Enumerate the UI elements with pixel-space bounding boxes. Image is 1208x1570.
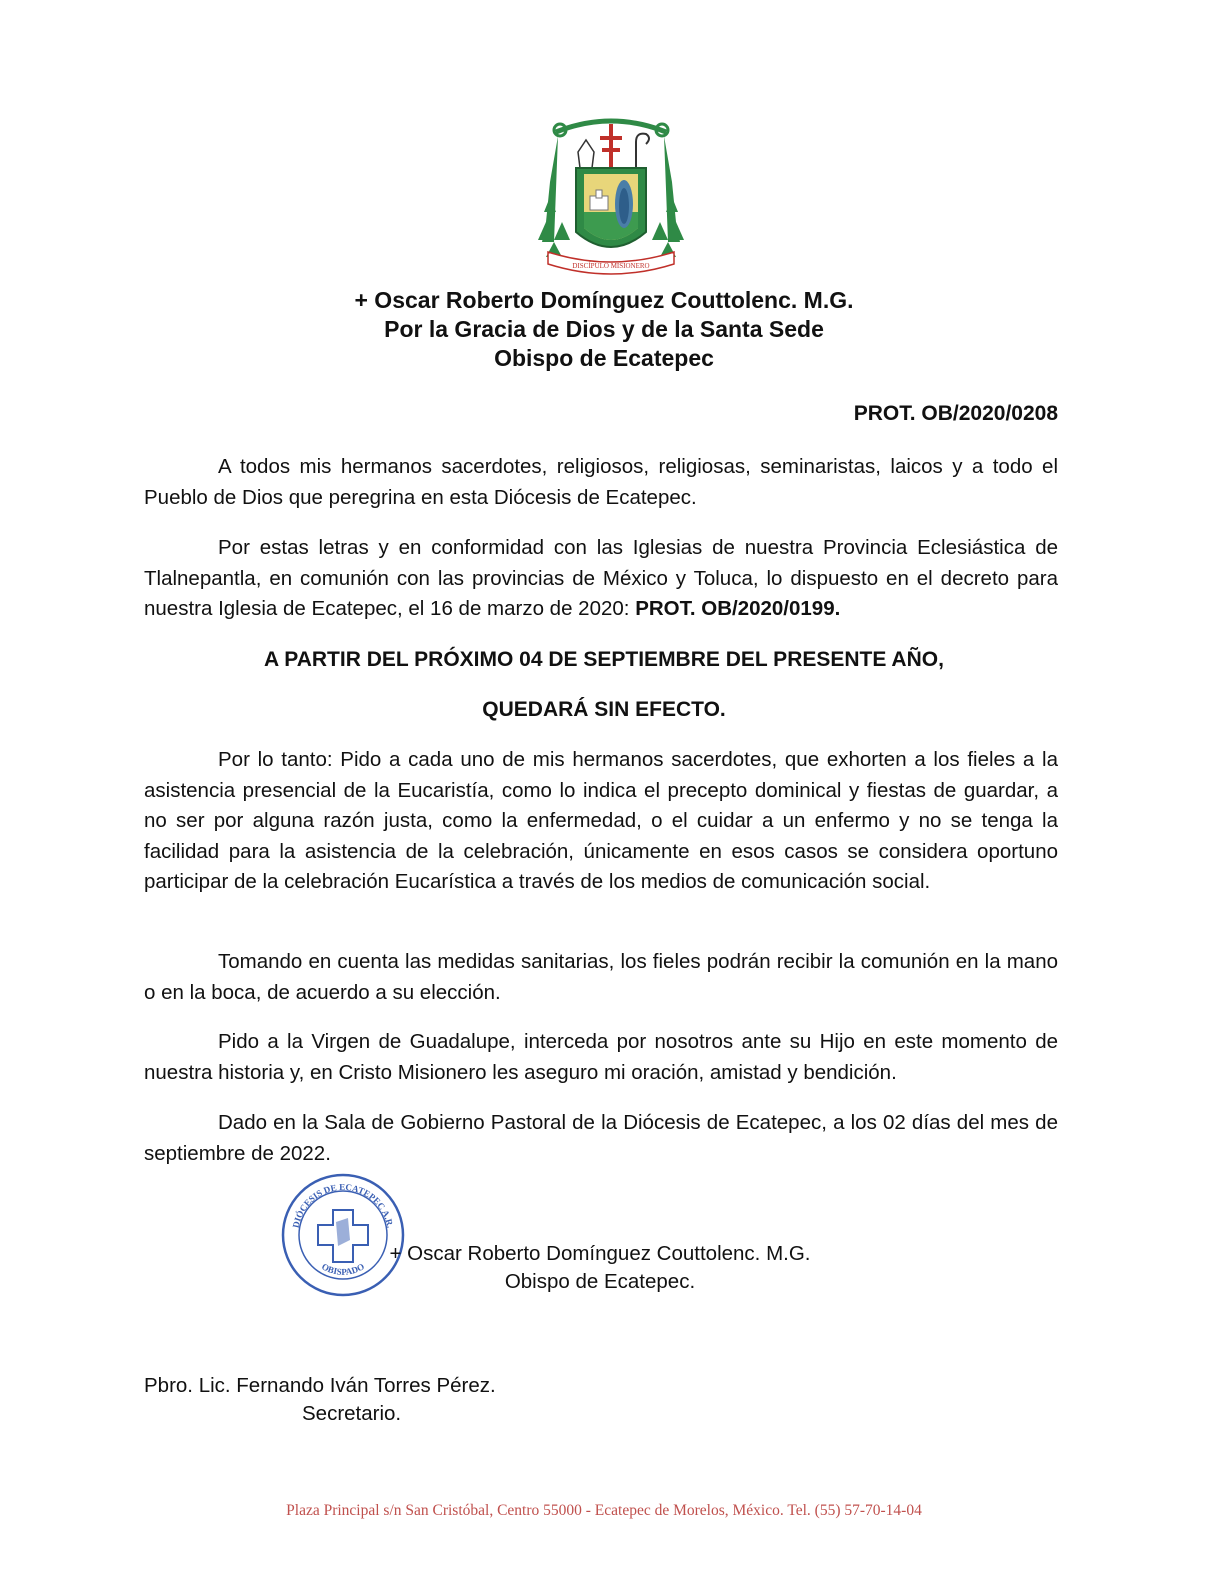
signature-title: Obispo de Ecatepec.: [504, 1270, 696, 1293]
bishop-title: Obispo de Ecatepec: [494, 345, 714, 371]
grace-line: Por la Gracia de Dios y de la Santa Sede: [384, 316, 824, 342]
paragraph-communion: Tomando en cuenta las medidas sanitarias, los fieles podrán recibir la comunión en la mano o en la boca, de acuerdo a su elección.: [144, 950, 1058, 1004]
paragraph-conformity: Por estas letras y en conformidad con las Iglesias de nuestra Provincia Eclesiástica de Tlalnepantla, en comunión con las provincias de México y Toluca, lo dispuesto en el decreto para nuestra Iglesia de Ecatepec, el 16 de marzo de 2020: PROT. OB/2020/0199.: [144, 536, 1058, 620]
footer-address: Plaza Principal s/n San Cristóbal, Centro 55000 - Ecatepec de Morelos, México. Tel. (55) 57-70-14-04: [286, 1502, 922, 1519]
secretary-title: Secretario.: [302, 1402, 402, 1425]
signature-name: + Oscar Roberto Domínguez Couttolenc. M.G.: [389, 1242, 811, 1265]
announcement-line-2: QUEDARÁ SIN EFECTO.: [482, 698, 726, 721]
header: [0, 286, 1208, 373]
secretary-name: Pbro. Lic. Fernando Iván Torres Pérez.: [144, 1374, 496, 1397]
protocol-number: PROT. OB/2020/0208: [853, 402, 1058, 425]
paragraph-blessing: Pido a la Virgen de Guadalupe, interceda por nosotros ante su Hijo en este momento de nuestra historia y, en Cristo Misionero les aseguro mi oración, amistad y bendición.: [144, 1030, 1058, 1084]
paragraph-exhortation: Por lo tanto: Pido a cada uno de mis hermanos sacerdotes, que exhorten a los fieles a la asistencia presencial de la Eucaristía, como lo indica el precepto dominical y fiestas de guardar, a no ser por alguna razón justa, como la enfermedad, o el cuidar a un enfermo y no se tenga la facilidad para la asistencia de la celebración, únicamente en esos casos se considera oportuno participar de la celebración Eucarística a través de los medios de comunicación social.: [144, 748, 1058, 893]
coat-motto: DISCÍPULO MISIONERO: [572, 262, 650, 270]
signature-block: [360, 1240, 840, 1296]
seal-top-text: DIÓCESIS DE ECATEPEC A.R.: [290, 1181, 396, 1229]
prior-protocol: PROT. OB/2020/0199.: [635, 597, 841, 620]
paragraph-date: Dado en la Sala de Gobierno Pastoral de la Diócesis de Ecatepec, a los 02 días del mes de septiembre de 2022.: [144, 1111, 1058, 1165]
bishop-name: + Oscar Roberto Domínguez Couttolenc. M.G.: [354, 287, 854, 313]
coat-of-arms-icon: [536, 112, 686, 287]
paragraph-addressees: A todos mis hermanos sacerdotes, religiosos, religiosas, seminaristas, laicos y a todo el Pueblo de Dios que peregrina en esta Diócesis de Ecatepec.: [144, 455, 1058, 509]
announcement-line-1: A PARTIR DEL PRÓXIMO 04 DE SEPTIEMBRE DEL PRESENTE AÑO,: [264, 648, 944, 671]
seal-bottom-text: OBISPADO: [320, 1261, 366, 1277]
